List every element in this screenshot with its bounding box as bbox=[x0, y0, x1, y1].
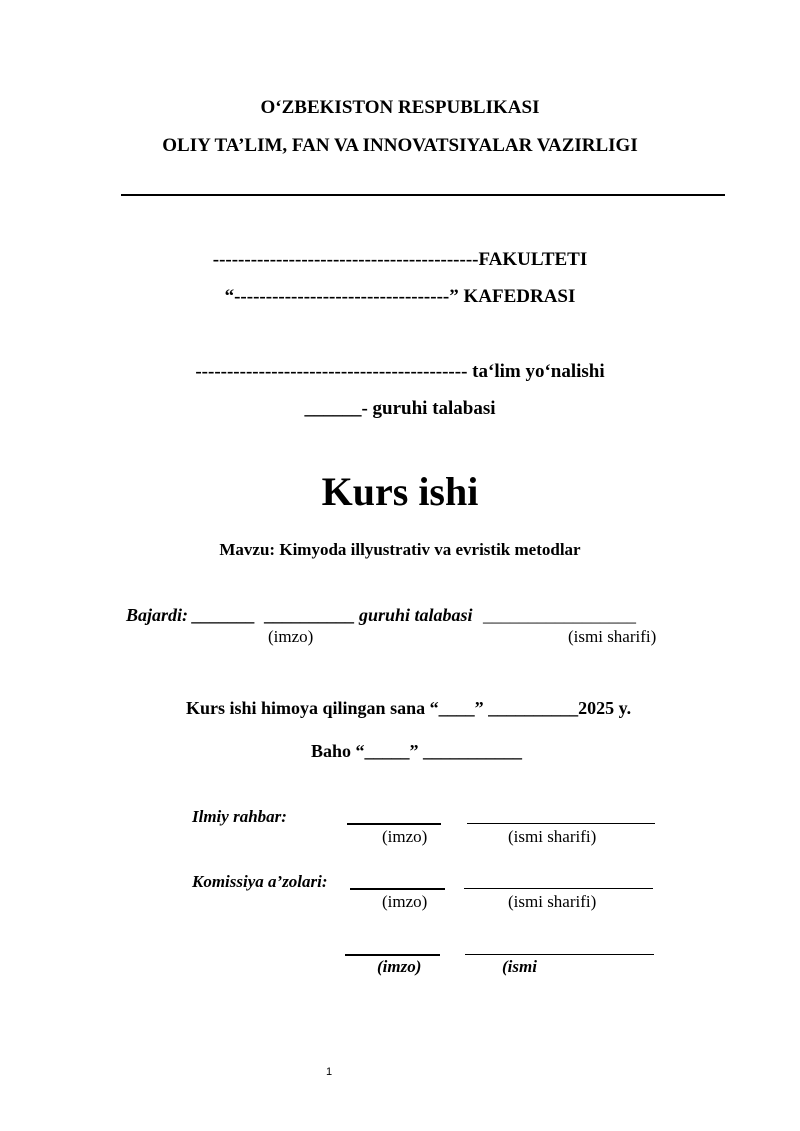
supervisor-name-caption: (ismi sharifi) bbox=[508, 827, 597, 846]
group-line: ______- guruhi talabasi bbox=[304, 398, 496, 419]
department-line: “----------------------------------” KAFEDRASI bbox=[224, 286, 576, 307]
commission-sign-caption: (imzo) bbox=[382, 892, 428, 911]
performer-label: Bajardi: _______ bbox=[126, 605, 256, 625]
commission-name-caption-2: (ismi bbox=[502, 957, 537, 976]
commission-name-line-2 bbox=[465, 954, 654, 955]
defense-date-line: Kurs ishi himoya qilingan sana “____” __________2025 y. bbox=[186, 698, 632, 718]
commission-sign-line bbox=[350, 888, 445, 890]
topic-line: Mavzu: Kimyoda illyustrativ va evristik metodlar bbox=[219, 540, 581, 559]
supervisor-label: Ilmiy rahbar: bbox=[192, 807, 287, 826]
direction-line: ------------------------------------------- ta‘lim yo‘nalishi bbox=[195, 361, 605, 382]
commission-name-line bbox=[464, 888, 653, 889]
performer-sign-caption: (imzo) bbox=[268, 627, 314, 646]
commission-sign-caption-2: (imzo) bbox=[377, 957, 422, 976]
commission-sign-line-2 bbox=[345, 954, 440, 956]
grade-line: Baho “_____” ___________ bbox=[311, 741, 523, 761]
country-heading: O‘ZBEKISTON RESPUBLIKASI bbox=[260, 97, 540, 118]
supervisor-name-line bbox=[467, 823, 655, 824]
performer-group-blank: __________ bbox=[264, 605, 354, 625]
performer-group-label: guruhi talabasi bbox=[359, 605, 473, 625]
header-divider bbox=[121, 194, 725, 196]
document-title: Kurs ishi bbox=[321, 469, 479, 514]
performer-name-blank: _________________ bbox=[483, 605, 636, 625]
performer-name-caption: (ismi sharifi) bbox=[568, 627, 657, 646]
supervisor-sign-line bbox=[347, 823, 441, 825]
ministry-heading: OLIY TA’LIM, FAN VA INNOVATSIYALAR VAZIRLIGI bbox=[162, 135, 638, 156]
faculty-line: ------------------------------------------FAKULTETI bbox=[212, 249, 588, 270]
page-number: 1 bbox=[326, 1066, 333, 1078]
commission-label: Komissiya a’zolari: bbox=[192, 872, 328, 891]
commission-name-caption: (ismi sharifi) bbox=[508, 892, 597, 911]
supervisor-sign-caption: (imzo) bbox=[382, 827, 428, 846]
